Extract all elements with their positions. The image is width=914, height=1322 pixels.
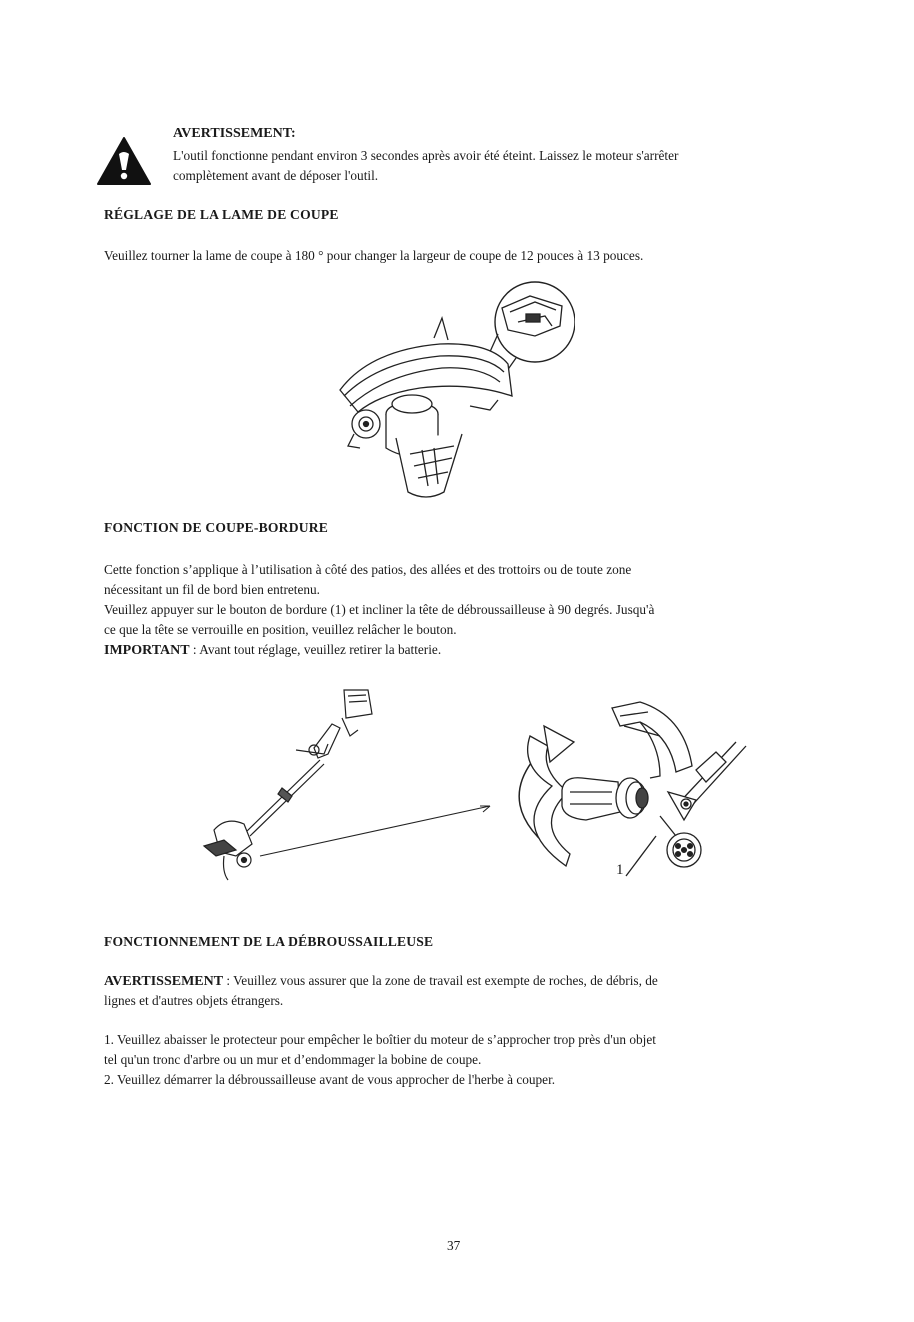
operation-item-2: 2. Veuillez démarrer la débroussailleuse avant de vous approcher de l'herbe à couper. <box>104 1072 556 1087</box>
edge-important <box>104 640 441 661</box>
edge-line-4: ce que la tête se verrouille en position, veuillez relâcher le bouton. <box>104 622 457 637</box>
warning-triangle-icon <box>96 136 152 186</box>
operation-warning <box>104 971 824 992</box>
warning-line-1: L'outil fonctionne pendant environ 3 secondes après avoir été éteint. Laissez le moteur s'arrêter <box>173 148 679 163</box>
important-label: IMPORTANT <box>104 643 190 658</box>
operation-warning-line-2: lignes et d'autres objets étrangers. <box>104 993 284 1008</box>
operation-warning-label: AVERTISSEMENT <box>104 974 224 989</box>
page-number: 37 <box>447 1238 461 1253</box>
edge-mode-detail-illustration <box>500 696 750 886</box>
important-text: : Avant tout réglage, veuillez retirer la batterie. <box>189 642 442 657</box>
edge-heading: FONCTION DE COUPE-BORDURE <box>104 520 329 535</box>
direction-arrow-line <box>258 800 498 860</box>
blade-text: Veuillez tourner la lame de coupe à 180 ° pour changer la largeur de coupe de 12 pouces à 13 pouces. <box>104 248 644 263</box>
operation-item-1-line-2: tel qu'un tronc d'arbre ou un mur et d’endommager la bobine de coupe. <box>104 1052 482 1067</box>
trimmer-head-illustration <box>330 278 575 506</box>
edge-line-3: Veuillez appuyer sur le bouton de bordure (1) et incliner la tête de débroussailleuse à 90 degrés. Jusqu'à <box>104 602 655 617</box>
operation-item-1-line-1: 1. Veuillez abaisser le protecteur pour empêcher le boîtier du moteur de s’approcher trop près d'un objet <box>104 1032 656 1047</box>
callout-label: 1 <box>616 862 624 878</box>
edge-line-1: Cette fonction s’applique à l’utilisation à côté des patios, des allées et des trottoirs ou de toute zone <box>104 562 632 577</box>
blade-heading: RÉGLAGE DE LA LAME DE COUPE <box>104 207 339 222</box>
edge-line-2: nécessitant un fil de bord bien entretenu. <box>104 582 321 597</box>
warning-title: AVERTISSEMENT: <box>173 126 296 141</box>
operation-heading: FONCTIONNEMENT DE LA DÉBROUSSAILLEUSE <box>104 934 434 949</box>
warning-line-2: complètement avant de déposer l'outil. <box>173 168 379 183</box>
operation-warning-text: : Veuillez vous assurer que la zone de travail est exempte de roches, de débris, de <box>223 973 658 988</box>
